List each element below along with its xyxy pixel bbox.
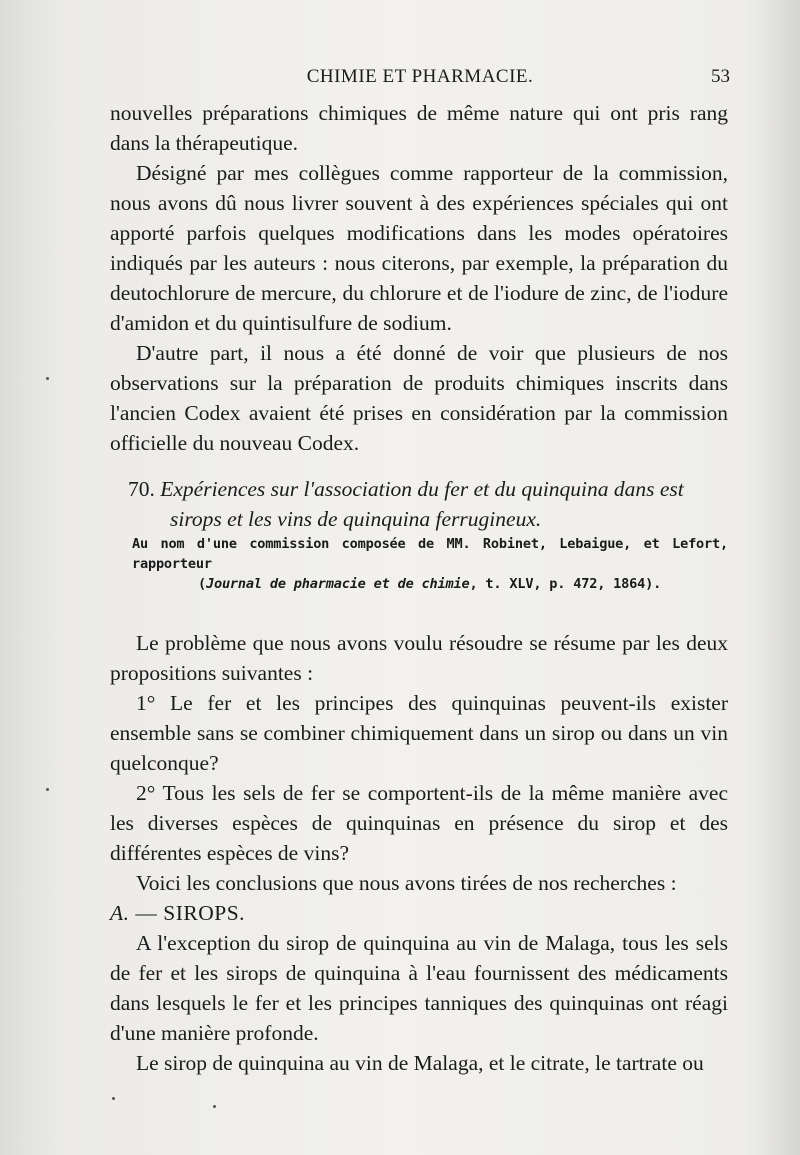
subheading <box>110 898 728 928</box>
subheading-letter: A. <box>110 901 130 925</box>
subheading-text: — SIROPS. <box>129 901 246 925</box>
paragraph: A l'exception du sirop de quinquina au vin de Malaga, tous les sels de fer et les sirops de quinquina à l'eau fournissent des médicaments dans lesquels le fer et les principes tanniques des quinquinas ont réagi d'une manière profonde. <box>110 931 728 1045</box>
section-note: Au nom d'une commission composée de MM. Robinet, Lebaigue, et Lefort, rapporteur <box>132 536 728 572</box>
paper-speck <box>46 377 49 380</box>
section-note-reference: (Journal de pharmacie et de chimie, t. XLV, p. 472, 1864). <box>198 576 662 592</box>
page-header <box>110 66 730 94</box>
section-number: 70. <box>128 477 155 501</box>
paragraph: Voici les conclusions que nous avons tirées de nos recherches : <box>136 871 677 895</box>
paper-speck <box>112 1097 115 1100</box>
paragraph: D'autre part, il nous a été donné de voir que plusieurs de nos observations sur la préparation de produits chimiques inscrits dans l'ancien Codex avaient été prises en considération par la commission officielle du nouveau Codex. <box>110 341 728 455</box>
page-number: 53 <box>711 66 730 87</box>
journal-name: Journal de pharmacie et de chimie <box>205 576 470 592</box>
running-title: CHIMIE ET PHARMACIE. <box>306 66 534 87</box>
page-shadow <box>760 0 800 1155</box>
paper-speck <box>46 788 49 791</box>
section-title <box>110 474 728 504</box>
paragraph: Le sirop de quinquina au vin de Malaga, et le citrate, le tartrate ou <box>136 1051 704 1075</box>
paragraph: 2° Tous les sels de fer se comportent-ils de la même manière avec les diverses espèces de quinquinas en présence du sirop et des différentes espèces de vins? <box>110 781 728 865</box>
paragraph: nouvelles préparations chimiques de même nature qui ont pris rang dans la thérapeutique. <box>110 101 728 155</box>
reference-details: , t. XLV, p. 472, 1864). <box>469 576 662 592</box>
paragraph: Désigné par mes collègues comme rapporteur de la commission, nous avons dû nous livrer souvent à des expériences spéciales qui ont apporté parfois quelques modifications dans les modes opératoires indiqués par les auteurs : nous citerons, par exemple, la préparation du deutochlorure de mercure, du chlorure et de l'iodure de zinc, de l'iodure d'amidon et du quintisulfure de sodium. <box>110 161 728 335</box>
section-title-line-2: sirops et les vins de quinquina ferrugineux. <box>170 507 542 531</box>
paragraph: Le problème que nous avons voulu résoudre se résume par les deux propositions suivantes : <box>110 631 728 685</box>
body-text <box>110 98 728 1078</box>
paragraph: 1° Le fer et les principes des quinquinas peuvent-ils exister ensemble sans se combiner chimiquement dans un sirop ou dans un vin quelconque? <box>110 691 728 775</box>
section-title-line-1: Expériences sur l'association du fer et du quinquina dans est <box>160 477 684 501</box>
paper-speck <box>213 1105 216 1108</box>
